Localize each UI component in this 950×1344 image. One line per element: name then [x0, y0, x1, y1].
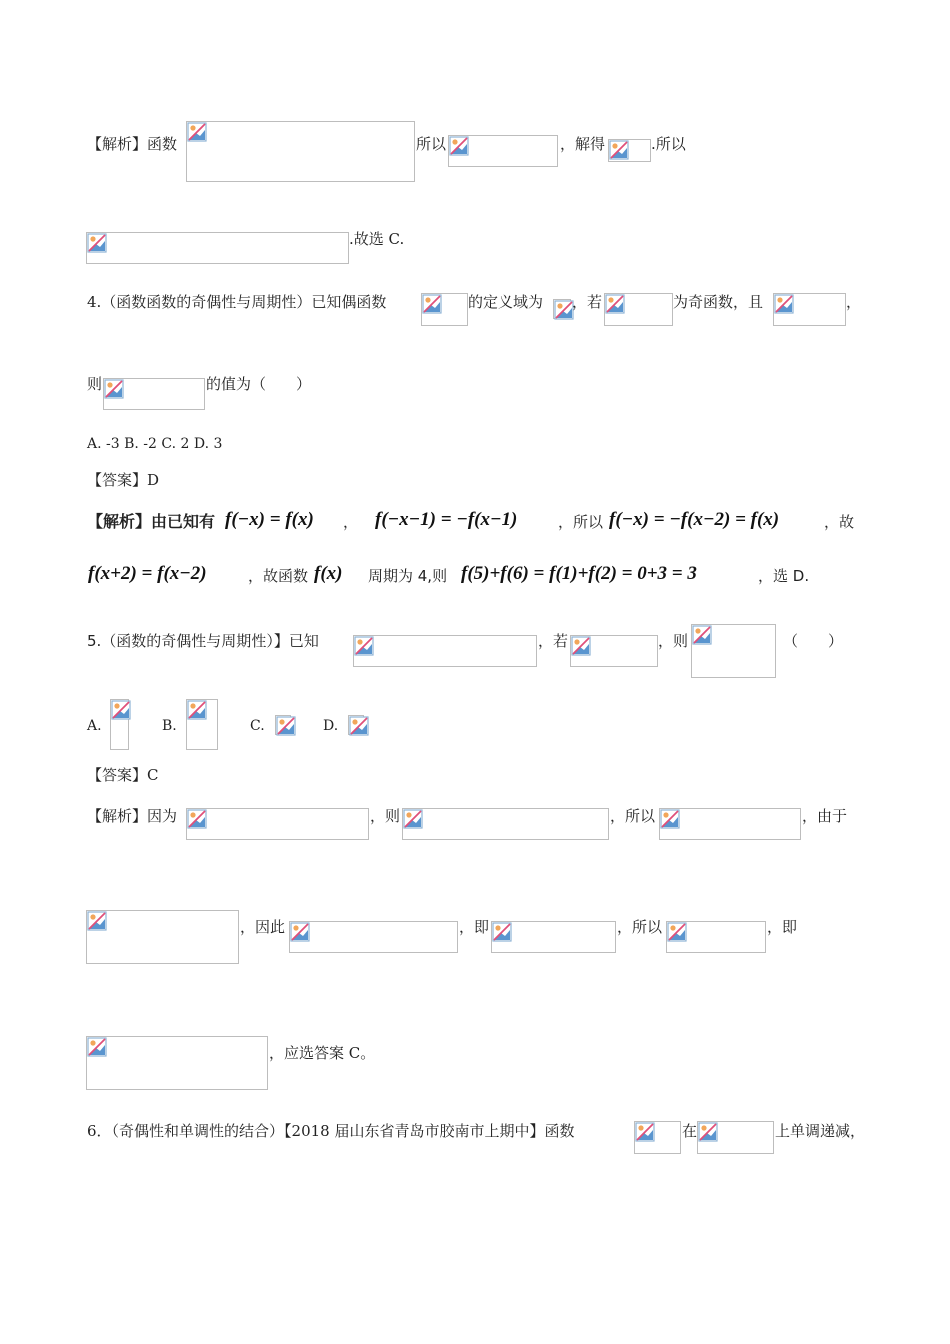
option-a-label: A. — [87, 718, 102, 734]
formula-image — [186, 121, 415, 182]
question-5-stem: 5.（函数的奇偶性与周期性）】已知 — [87, 632, 319, 650]
broken-image-icon — [635, 1122, 655, 1146]
formula-image — [604, 293, 673, 326]
formula-image — [86, 1036, 268, 1090]
broken-image-icon — [187, 809, 207, 833]
text-fragment: ，因此 — [240, 918, 286, 936]
text-fragment: 的定义域为 — [468, 293, 544, 311]
broken-image-icon — [554, 300, 574, 324]
broken-image-icon — [492, 922, 512, 946]
text-fragment: ，由于 — [802, 807, 848, 825]
math-expression: f(−x−1) = −f(x−1) — [375, 509, 518, 530]
text-fragment: ，所以 — [617, 918, 663, 936]
formula-image — [402, 808, 609, 840]
text-fragment: 在 — [682, 1122, 698, 1140]
question-6-stem: 6．（奇偶性和单调性的结合）【2018 届山东省青岛市胶南市上期中】函数 — [87, 1122, 575, 1140]
text-fragment: ，则 — [370, 807, 401, 825]
broken-image-icon — [187, 122, 207, 146]
analysis-label: 【解析】函数 — [87, 135, 178, 153]
formula-image — [553, 299, 571, 319]
question-4-stem: 4.（函数函数的奇偶性与周期性）已知偶函数 — [87, 293, 387, 311]
option-c-label: C. — [250, 718, 265, 734]
text-fragment: ，故 — [824, 513, 855, 531]
broken-image-icon — [87, 911, 107, 935]
broken-image-icon — [692, 625, 712, 649]
broken-image-icon — [609, 140, 629, 164]
math-expression: f(5)+f(6) = f(1)+f(2) = 0+3 = 3 — [461, 563, 697, 584]
question-4-answer: 【答案】D — [87, 471, 160, 489]
formula-image — [491, 921, 616, 953]
text-fragment: ，若 — [572, 293, 603, 311]
text-fragment: ，若 — [538, 632, 569, 650]
formula-image — [634, 1121, 681, 1154]
text-fragment: ，所以 — [558, 513, 604, 531]
text-fragment: ，所以 — [610, 807, 656, 825]
text-fragment: ，解得 — [560, 135, 606, 153]
text-fragment: ，应选答案 C。 — [269, 1044, 376, 1062]
formula-image — [289, 921, 458, 953]
broken-image-icon — [349, 716, 369, 740]
math-expression: f(−x) = f(x) — [225, 509, 314, 530]
broken-image-icon — [104, 379, 124, 403]
broken-image-icon — [111, 700, 131, 724]
formula-image — [186, 808, 369, 840]
analysis-label: 【解析】由已知有 — [87, 512, 216, 531]
question-5-answer: 【答案】C — [87, 766, 159, 784]
math-expression: f(x) — [314, 563, 343, 584]
option-b-label: B. — [162, 718, 177, 734]
formula-image — [666, 921, 766, 953]
question-4-options: A. -3 B. -2 C. 2 D. 3 — [87, 436, 223, 452]
broken-image-icon — [449, 136, 469, 160]
broken-image-icon — [87, 233, 107, 257]
broken-image-icon — [774, 294, 794, 318]
math-expression: f(x+2) = f(x−2) — [88, 563, 207, 584]
formula-image — [86, 910, 239, 964]
text-fragment: （ ） — [783, 632, 844, 650]
text-fragment: .故选 C. — [349, 230, 405, 248]
formula-image — [608, 139, 651, 162]
formula-image — [110, 699, 129, 750]
formula-image — [659, 808, 801, 840]
broken-image-icon — [187, 700, 207, 724]
broken-image-icon — [605, 294, 625, 318]
formula-image — [186, 699, 218, 750]
broken-image-icon — [276, 716, 296, 740]
text-fragment: 为奇函数，且 — [673, 293, 764, 311]
formula-image — [353, 635, 537, 667]
formula-image — [421, 293, 468, 326]
formula-image — [448, 135, 558, 167]
formula-image — [570, 635, 658, 667]
broken-image-icon — [698, 1122, 718, 1146]
text-fragment: ， — [846, 293, 862, 311]
analysis-label: 【解析】因为 — [87, 807, 178, 825]
text-fragment: ，选 D. — [758, 567, 810, 585]
broken-image-icon — [354, 636, 374, 660]
broken-image-icon — [87, 1037, 107, 1061]
formula-image — [348, 715, 364, 735]
broken-image-icon — [403, 809, 423, 833]
broken-image-icon — [290, 922, 310, 946]
text-fragment: ，即 — [767, 918, 798, 936]
formula-image — [773, 293, 846, 326]
formula-image — [86, 232, 349, 264]
text-fragment: ，则 — [658, 632, 689, 650]
math-expression: f(−x) = −f(x−2) = f(x) — [609, 509, 780, 530]
text-fragment: .所以 — [651, 135, 686, 153]
text-fragment: 的值为（ ） — [206, 375, 312, 393]
broken-image-icon — [571, 636, 591, 660]
formula-image — [691, 624, 776, 678]
formula-image — [103, 378, 205, 410]
text-fragment: ，即 — [459, 918, 490, 936]
text-fragment: 上单调递减， — [775, 1122, 866, 1140]
text-fragment: 周期为 4,则 — [368, 567, 448, 585]
option-d-label: D. — [323, 718, 339, 734]
formula-image — [697, 1121, 774, 1154]
formula-image — [275, 715, 291, 735]
broken-image-icon — [667, 922, 687, 946]
text-fragment: ， — [343, 513, 359, 531]
broken-image-icon — [422, 294, 442, 318]
text-fragment: 所以 — [416, 135, 447, 153]
text-fragment: ，故函数 — [248, 567, 309, 585]
broken-image-icon — [660, 809, 680, 833]
text-fragment: 则 — [87, 375, 103, 393]
